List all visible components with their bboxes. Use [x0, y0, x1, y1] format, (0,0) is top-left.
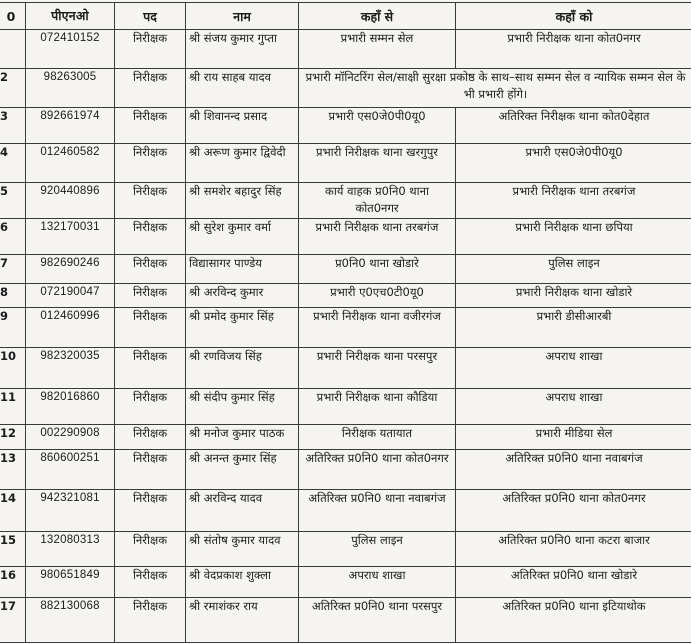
serial-number-cell: 15	[0, 532, 26, 567]
table-row	[0, 598, 691, 643]
post-cell: निरीक्षक	[115, 308, 186, 348]
from-posting-cell: प्र0नि0 थाना खोडारे	[299, 255, 456, 284]
pno-cell: 132170031	[26, 219, 115, 255]
header-post: पद	[115, 3, 186, 30]
to-posting-cell: प्रभारी निरीक्षक थाना कोत0नगर	[456, 30, 691, 69]
pno-cell: 982320035	[26, 348, 115, 389]
table-row	[0, 308, 691, 348]
name-cell: विद्यासागर पाण्डेय	[186, 255, 299, 284]
from-posting-cell: प्रभारी निरीक्षक थाना परसपुर	[299, 348, 456, 389]
post-cell: निरीक्षक	[115, 425, 186, 450]
serial-number-cell: 17	[0, 598, 26, 643]
pno-cell: 920440896	[26, 183, 115, 219]
table-row	[0, 69, 691, 108]
pno-cell: 892661974	[26, 108, 115, 144]
pno-cell: 012460582	[26, 144, 115, 183]
from-posting-cell: प्रभारी ए0एच0टी0यू0	[299, 284, 456, 308]
pno-cell: 98263005	[26, 69, 115, 108]
from-posting-cell: प्रभारी निरीक्षक थाना तरबगंज	[299, 219, 456, 255]
post-cell: निरीक्षक	[115, 284, 186, 308]
table-row	[0, 567, 691, 598]
header-from: कहाँ से	[299, 3, 456, 30]
table-row	[0, 348, 691, 389]
serial-number-cell: 14	[0, 490, 26, 532]
post-cell: निरीक्षक	[115, 219, 186, 255]
header-name: नाम	[186, 3, 299, 30]
name-cell: श्री अरविन्द यादव	[186, 490, 299, 532]
from-posting-cell: प्रभारी सम्मन सेल	[299, 30, 456, 69]
table-header-row	[0, 3, 691, 30]
table-row	[0, 389, 691, 425]
name-cell: श्री संतोष कुमार यादव	[186, 532, 299, 567]
serial-number-cell: 13	[0, 450, 26, 490]
to-posting-cell: प्रभारी एस0जे0पी0यू0	[456, 144, 691, 183]
post-cell: निरीक्षक	[115, 108, 186, 144]
name-cell: श्री मनोज कुमार पाठक	[186, 425, 299, 450]
name-cell: श्री सुरेश कुमार वर्मा	[186, 219, 299, 255]
post-cell: निरीक्षक	[115, 598, 186, 643]
to-posting-cell: पुलिस लाइन	[456, 255, 691, 284]
serial-number-cell: 8	[0, 284, 26, 308]
header-pno: पीएनओ	[26, 3, 115, 30]
pno-cell: 072190047	[26, 284, 115, 308]
from-posting-cell: प्रभारी एस0जे0पी0यू0	[299, 108, 456, 144]
pno-cell: 860600251	[26, 450, 115, 490]
table-row	[0, 490, 691, 532]
table-row	[0, 425, 691, 450]
table-body	[0, 30, 691, 643]
to-posting-cell: अतिरिक्त निरीक्षक थाना कोत0देहात	[456, 108, 691, 144]
header-to: कहाँ को	[456, 3, 691, 30]
to-posting-cell: अतिरिक्त प्र0नि0 थाना नवाबगंज	[456, 450, 691, 490]
from-posting-cell: प्रभारी निरीक्षक थाना खरगुपुर	[299, 144, 456, 183]
table-row	[0, 144, 691, 183]
pno-cell: 982690246	[26, 255, 115, 284]
to-posting-cell: प्रभारी निरीक्षक थाना छपिया	[456, 219, 691, 255]
serial-number-cell: 3	[0, 108, 26, 144]
to-posting-cell: अपराध शाखा	[456, 348, 691, 389]
post-cell: निरीक्षक	[115, 348, 186, 389]
pno-cell: 002290908	[26, 425, 115, 450]
remarks-merged-cell: प्रभारी मॉनिटरिंग सेल/साक्षी सुरक्षा प्रकोष्ठ के साथ–साथ सम्मन सेल व न्यायिक सम्मन सेल के भी प्रभारी होंगे।	[299, 69, 691, 108]
pno-cell: 132080313	[26, 532, 115, 567]
pno-cell: 072410152	[26, 30, 115, 69]
header-serial: 0	[0, 3, 26, 30]
name-cell: श्री संजय कुमार गुप्ता	[186, 30, 299, 69]
from-posting-cell: अतिरिक्त प्र0नि0 थाना कोत0नगर	[299, 450, 456, 490]
name-cell: श्री प्रमोद कुमार सिंह	[186, 308, 299, 348]
serial-number-cell: 9	[0, 308, 26, 348]
post-cell: निरीक्षक	[115, 490, 186, 532]
to-posting-cell: अपराध शाखा	[456, 389, 691, 425]
post-cell: निरीक्षक	[115, 69, 186, 108]
name-cell: श्री वेदप्रकाश शुक्ला	[186, 567, 299, 598]
pno-cell: 942321081	[26, 490, 115, 532]
to-posting-cell: अतिरिक्त प्र0नि0 थाना खोडारे	[456, 567, 691, 598]
name-cell: श्री राय साहब यादव	[186, 69, 299, 108]
post-cell: निरीक्षक	[115, 567, 186, 598]
name-cell: श्री शिवानन्द प्रसाद	[186, 108, 299, 144]
serial-number-cell: 6	[0, 219, 26, 255]
to-posting-cell: अतिरिक्त प्र0नि0 थाना कोत0नगर	[456, 490, 691, 532]
transfer-list-table	[0, 2, 691, 643]
name-cell: श्री अनन्त कुमार सिंह	[186, 450, 299, 490]
table-row	[0, 532, 691, 567]
name-cell: श्री संदीप कुमार सिंह	[186, 389, 299, 425]
post-cell: निरीक्षक	[115, 450, 186, 490]
serial-number-cell: 5	[0, 183, 26, 219]
to-posting-cell: प्रभारी निरीक्षक थाना तरबगंज	[456, 183, 691, 219]
table-row	[0, 450, 691, 490]
to-posting-cell: प्रभारी मीडिया सेल	[456, 425, 691, 450]
serial-number-cell: 10	[0, 348, 26, 389]
serial-number-cell: 2	[0, 69, 26, 108]
serial-number-cell: 16	[0, 567, 26, 598]
pno-cell: 982016860	[26, 389, 115, 425]
serial-number-cell: 12	[0, 425, 26, 450]
post-cell: निरीक्षक	[115, 255, 186, 284]
pno-cell: 012460996	[26, 308, 115, 348]
from-posting-cell: कार्य वाहक प्र0नि0 थाना कोत0नगर	[299, 183, 456, 219]
name-cell: श्री रणविजय सिंह	[186, 348, 299, 389]
from-posting-cell: अतिरिक्त प्र0नि0 थाना नवाबगंज	[299, 490, 456, 532]
serial-number-cell: 11	[0, 389, 26, 425]
table-row	[0, 30, 691, 69]
pno-cell: 980651849	[26, 567, 115, 598]
to-posting-cell: अतिरिक्त प्र0नि0 थाना कटरा बाजार	[456, 532, 691, 567]
from-posting-cell: निरीक्षक यतायात	[299, 425, 456, 450]
post-cell: निरीक्षक	[115, 532, 186, 567]
post-cell: निरीक्षक	[115, 144, 186, 183]
name-cell: श्री समशेर बहादुर सिंह	[186, 183, 299, 219]
name-cell: श्री अरविन्द कुमार	[186, 284, 299, 308]
from-posting-cell: अतिरिक्त प्र0नि0 थाना परसपुर	[299, 598, 456, 643]
serial-number-cell: 7	[0, 255, 26, 284]
post-cell: निरीक्षक	[115, 30, 186, 69]
post-cell: निरीक्षक	[115, 389, 186, 425]
serial-number-cell	[0, 30, 26, 69]
table-row	[0, 255, 691, 284]
from-posting-cell: अपराध शाखा	[299, 567, 456, 598]
name-cell: श्री अरूण कुमार द्विवेदी	[186, 144, 299, 183]
serial-number-cell: 4	[0, 144, 26, 183]
pno-cell: 882130068	[26, 598, 115, 643]
from-posting-cell: प्रभारी निरीक्षक थाना वजीरगंज	[299, 308, 456, 348]
table-row	[0, 108, 691, 144]
from-posting-cell: प्रभारी निरीक्षक थाना कौडिया	[299, 389, 456, 425]
to-posting-cell: प्रभारी निरीक्षक थाना खोडारे	[456, 284, 691, 308]
from-posting-cell: पुलिस लाइन	[299, 532, 456, 567]
name-cell: श्री रमाशंकर राय	[186, 598, 299, 643]
table-row	[0, 219, 691, 255]
to-posting-cell: अतिरिक्त प्र0नि0 थाना इटियाथोक	[456, 598, 691, 643]
table-row	[0, 183, 691, 219]
post-cell: निरीक्षक	[115, 183, 186, 219]
to-posting-cell: प्रभारी डीसीआरबी	[456, 308, 691, 348]
table-row	[0, 284, 691, 308]
